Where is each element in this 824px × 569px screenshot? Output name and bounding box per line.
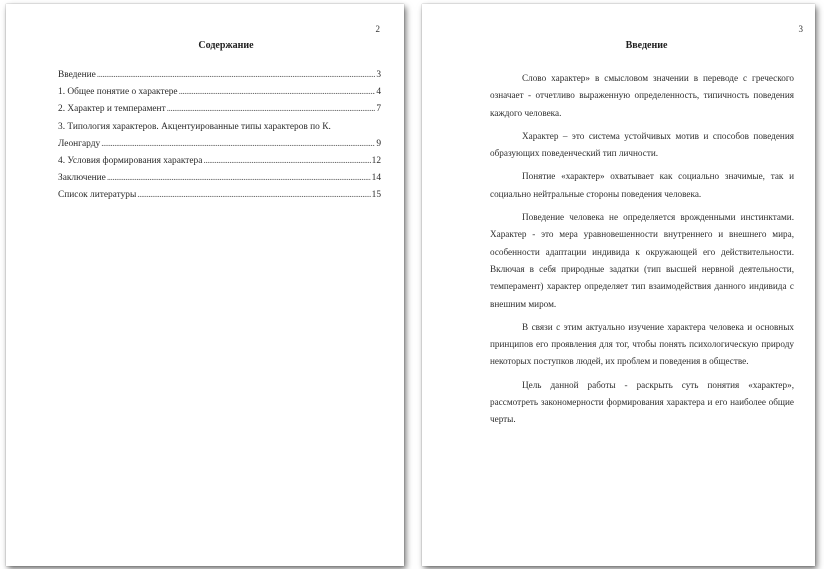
toc-entry-chapter-1 [58, 84, 381, 101]
paragraph: Поведение человека не определяется врожденными инстинктами. Характер - это мера уравновешенности внутреннего и внешнего мира, особенности адаптации индивида к окружающей его действительности. Включая в себя природные задатки (тип высшей нервной деятельности, темперамент) характер определяет тип взаимодействия данного индивида с внешним миром. [490, 212, 794, 309]
toc-leader-dots [167, 101, 376, 118]
page-number: 2 [375, 24, 380, 34]
page-number: 3 [798, 24, 803, 34]
table-of-contents [58, 67, 381, 205]
toc-leader-dots [97, 67, 376, 84]
paragraph: В связи с этим актуально изучение характера человека и основных принципов его проявления для тог, чтобы понять психологическую природу некоторых поступков людей, их проблем и поведения в обществе. [490, 321, 794, 367]
document-page-right [422, 4, 815, 566]
document-page-left [6, 4, 404, 566]
introduction-body [490, 70, 794, 435]
toc-entry-introduction [58, 67, 381, 84]
toc-leader-dots [137, 187, 370, 204]
toc-entry-chapter-2 [58, 101, 381, 118]
toc-entry-chapter-4 [58, 153, 381, 170]
toc-entry-title: 1. Общее понятие о характере [58, 87, 178, 98]
toc-leader-dots [101, 136, 375, 153]
toc-entry-title-continuation: Леонгарду [58, 138, 101, 149]
toc-entry-title: Введение [58, 70, 96, 80]
page-heading-contents: Содержание [198, 40, 254, 51]
toc-entry-page: 15 [371, 190, 381, 201]
toc-entry-chapter-3 [58, 136, 381, 153]
toc-entry-page: 3 [376, 70, 381, 80]
toc-entry-page: 4 [376, 87, 381, 98]
toc-entry-page: 14 [371, 173, 381, 184]
toc-entry-title: 4. Условия формирования характера [58, 156, 203, 167]
toc-entry-chapter-3-title: 3. Типология характеров. Акцентуированные типы характеров по К. [58, 121, 331, 132]
toc-entry-page: 9 [376, 138, 381, 149]
toc-leader-dots [203, 153, 370, 170]
toc-leader-dots [179, 84, 376, 101]
toc-leader-dots [107, 170, 371, 187]
toc-entry-title: Список литературы [58, 190, 137, 201]
toc-entry-conclusion [58, 170, 381, 187]
toc-entry-title: 2. Характер и темперамент [58, 104, 166, 115]
page-heading-introduction: Введение [625, 40, 668, 51]
toc-entry-page: 7 [376, 104, 381, 115]
toc-entry-page: 12 [371, 156, 381, 167]
paragraph: Цель данной работы - раскрыть суть понятия «характер», рассмотреть закономерности формирования характера и его наиболее общие черты. [490, 379, 794, 425]
toc-entry-title: Заключение [58, 173, 106, 184]
paragraph: Характер – это система устойчивых мотив и способов поведения образующих поведенческий тип личности. [490, 130, 794, 159]
paragraph: Понятие «характер» охватывает как социально значимые, так и социально нейтральные стороны поведения человека. [490, 171, 794, 199]
toc-entry-bibliography [58, 187, 381, 204]
paragraph: Слово характер» в смысловом значении в переводе с греческого означает - отчетливо выраженную определенность, типичность поведения каждого человека. [490, 73, 794, 118]
